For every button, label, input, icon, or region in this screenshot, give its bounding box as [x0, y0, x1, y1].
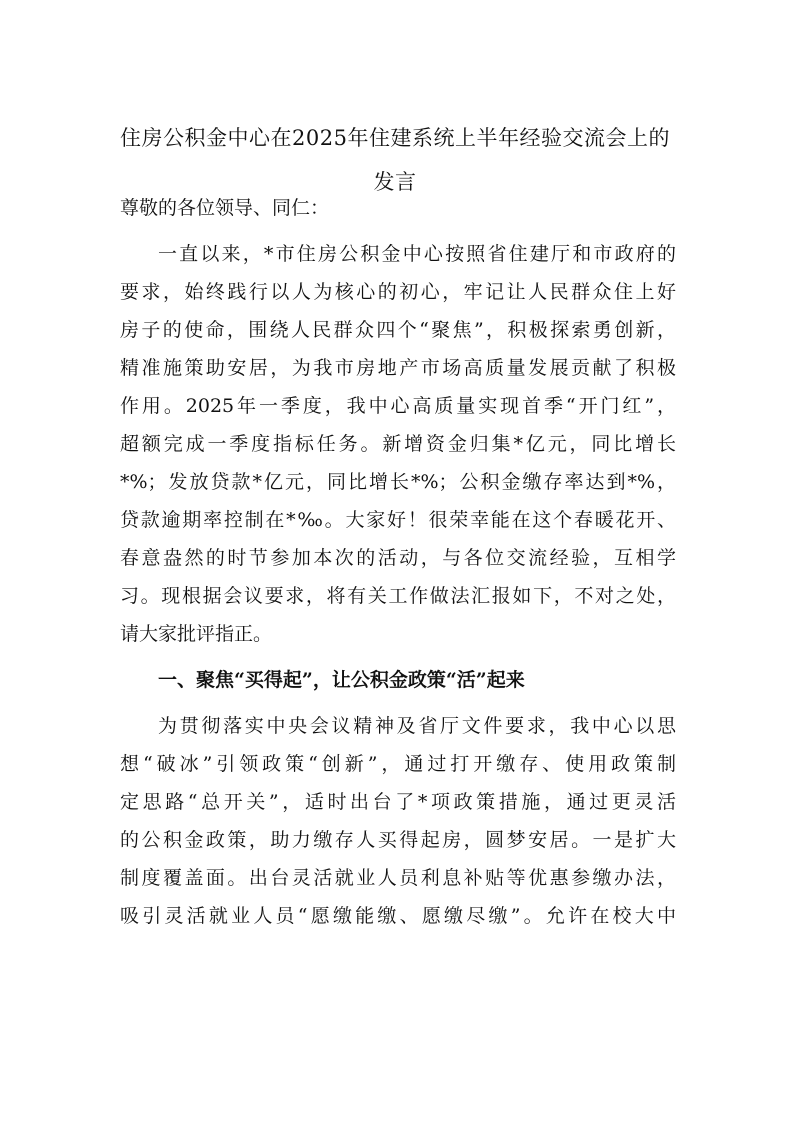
- salutation: 尊敬的各位领导、同仁：: [120, 197, 330, 219]
- paragraph-line: 吸引灵活就业人员“愿缴能缴、愿缴尽缴”。允许在校大中: [120, 905, 676, 927]
- document-title-line-2: 发言: [373, 170, 417, 194]
- paragraph-2: [120, 707, 676, 935]
- paragraph-line: 作用。2025年一季度，我中心高质量实现首季“开门红”，: [120, 395, 676, 417]
- paragraph-line: *%；发放贷款*亿元，同比增长*%；公积金缴存率达到*%，: [120, 471, 676, 493]
- paragraph-line: 要求，始终践行以人为核心的初心，牢记让人民群众住上好: [120, 281, 676, 303]
- paragraph-line: 想“破冰”引领政策“创新”，通过打开缴存、使用政策制: [120, 753, 676, 775]
- paragraph-line: 的公积金政策，助力缴存人买得起房，圆梦安居。一是扩大: [120, 829, 676, 851]
- paragraph-line: 请大家批评指正。: [120, 623, 273, 645]
- paragraph-line: 春意盎然的时节参加本次的活动，与各位交流经验，互相学: [120, 547, 676, 569]
- paragraph-line: 贷款逾期率控制在*‰。大家好！很荣幸能在这个春暖花开、: [120, 509, 676, 531]
- paragraph-line: 一直以来，*市住房公积金中心按照省住建厅和市政府的: [158, 243, 676, 265]
- paragraph-line: 定思路“总开关”，适时出台了*项政策措施，通过更灵活: [120, 791, 676, 813]
- paragraph-1: [120, 235, 676, 653]
- document-title-line-1: 住房公积金中心在2025年住建系统上半年经验交流会上的: [120, 126, 670, 150]
- document-body: [120, 189, 676, 935]
- paragraph-line: 房子的使命，围绕人民群众四个“聚焦”，积极探索勇创新，: [120, 319, 676, 341]
- paragraph-line: 习。现根据会议要求，将有关工作做法汇报如下，不对之处，: [120, 585, 676, 607]
- paragraph-line: 超额完成一季度指标任务。新增资金归集*亿元，同比增长: [120, 433, 676, 455]
- paragraph-line: 为贯彻落实中央会议精神及省厅文件要求，我中心以思: [158, 715, 676, 737]
- paragraph-line: 制度覆盖面。出台灵活就业人员利息补贴等优惠参缴办法，: [120, 867, 676, 889]
- section-heading-1: 一、聚焦“买得起”，让公积金政策“活”起来: [158, 669, 525, 691]
- paragraph-line: 精准施策助安居，为我市房地产市场高质量发展贡献了积极: [120, 357, 676, 379]
